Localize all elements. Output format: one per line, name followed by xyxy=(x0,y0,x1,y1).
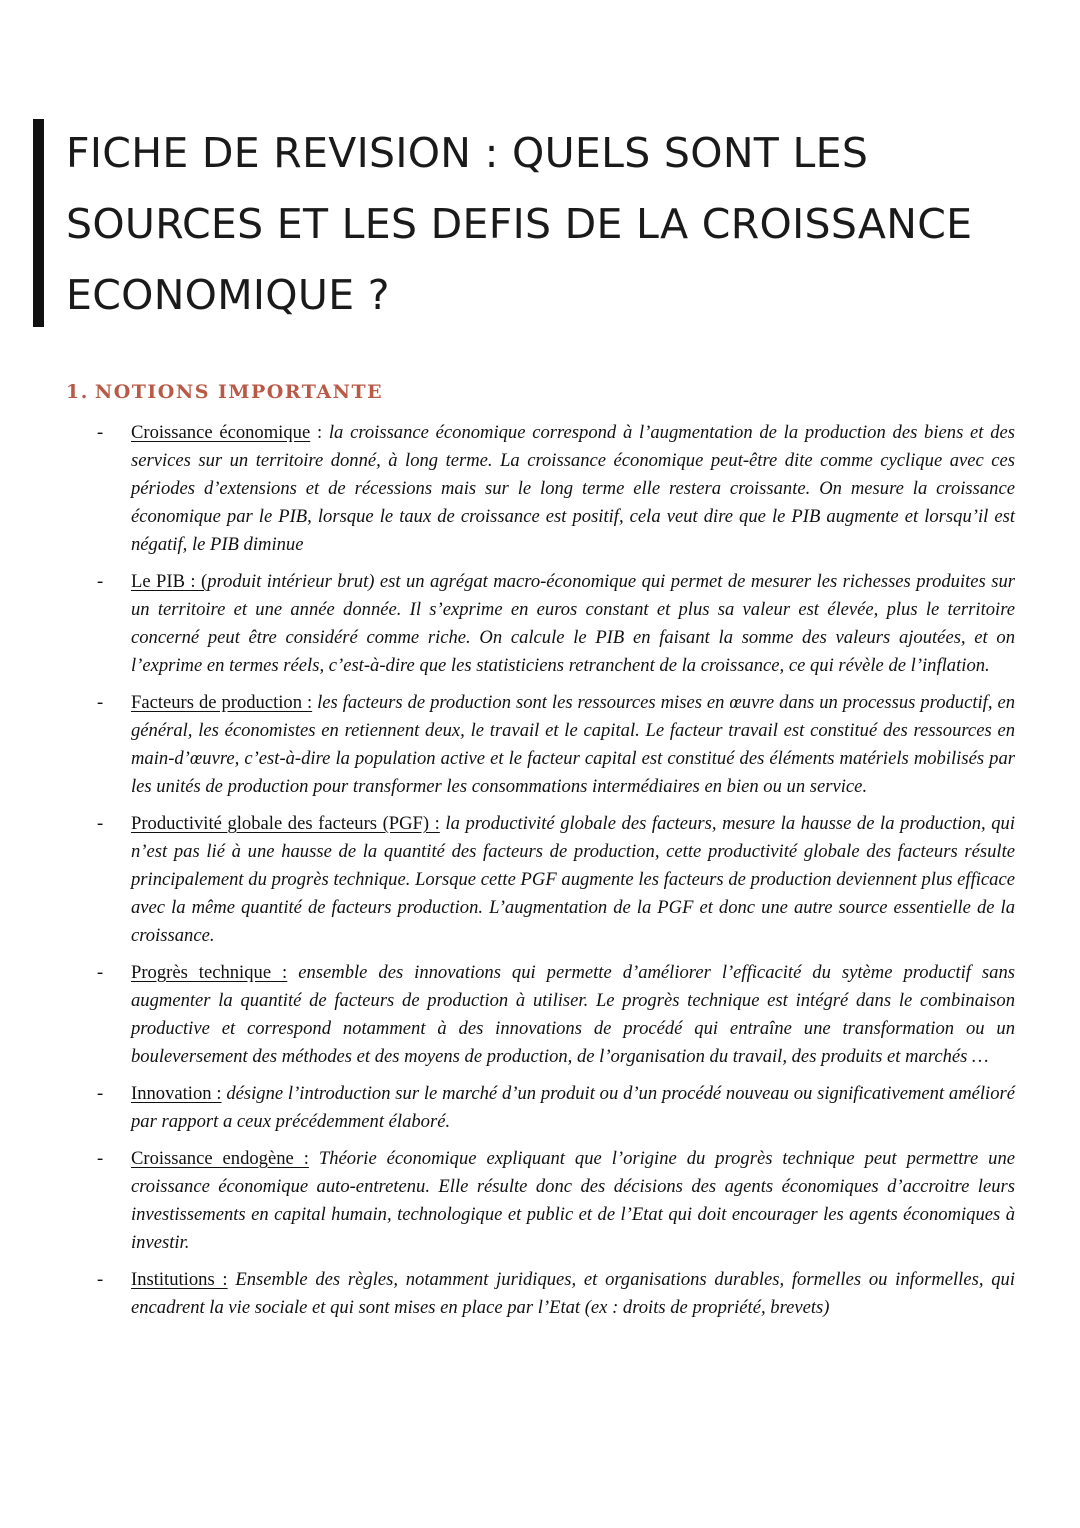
bullet-dash: - xyxy=(97,1148,104,1169)
definition-item-institutions xyxy=(97,1266,1015,1322)
definition-item-pib xyxy=(97,568,1015,680)
definition-item-innovation xyxy=(97,1080,1015,1136)
definition-item-croissance-economique: - Croissance économique : la croissance économique correspond à l’augmentation de la production des biens et des services sur un territoire donné, à long terme. La croissance économique peut-être dite comme cyclique avec ces périodes d’extensions et de récessions mais sur le long terme elle restera croissante. On mesure la croissance économique par le PIB, lorsque le taux de croissance est positif, cela veut dire que le PIB augmente et lorsqu’il est négatif, le PIB diminue xyxy=(97,419,1015,559)
definition: la croissance économique correspond à l’augmentation de la production des biens et des services sur un territoire donné, à long terme. La croissance économique peut-être dite comme cyclique avec ces périodes d’extensions et de récessions mais sur le long terme elle restera croissante. On mesure la croissance économique par le PIB, lorsque le taux de croissance est positif, cela veut dire que le PIB augmente et lorsqu’il est négatif, le PIB diminue xyxy=(131,422,1015,555)
definition-item-croissance-endogene xyxy=(97,1145,1015,1257)
definition-item-pgf xyxy=(97,810,1015,950)
definition: Théorie économique expliquant que l’origine du progrès technique peut permettre une croissance économique auto-entretenu. Elle résulte donc des décisions des agents économiques d’accroitre leurs investissements en capital humain, technologique et public et de l’Etat qui doit encourager les agents économiques à investir. xyxy=(131,1148,1015,1253)
definitions-list xyxy=(97,419,1015,1331)
definition: désigne l’introduction sur le marché d’un produit ou d’un procédé nouveau ou significativement amélioré par rapport a ceux précédemment élaboré. xyxy=(131,1083,1016,1132)
section-number: 1. xyxy=(66,381,89,403)
bullet-dash: - xyxy=(97,1269,104,1290)
definition-item-facteurs-de-production xyxy=(97,689,1015,801)
definition-item-progres-technique xyxy=(97,959,1015,1071)
definition: Ensemble des règles, notamment juridiques, et organisations durables, formelles ou informelles, qui encadrent la vie sociale et qui sont mises en place par l’Etat (ex : droits de propriété, brevets) xyxy=(131,1269,1015,1318)
term: Le PIB : ( xyxy=(131,571,208,592)
term: Innovation : xyxy=(131,1083,222,1104)
bullet-dash: - xyxy=(97,1083,104,1104)
term: Croissance économique xyxy=(131,422,311,443)
definition: la productivité globale des facteurs, mesure la hausse de la production, qui n’est pas lié à une hausse de la quantité des facteurs de production, cette productivité globale des facteurs résulte principalement du progrès technique. Lorsque cette PGF augmente les facteurs de production deviennent plus efficace avec la même quantité de facteurs production. L’augmentation de la PGF et donc une autre source essentielle de la croissance. xyxy=(131,813,1015,946)
term: Institutions : xyxy=(131,1269,228,1290)
definition: ensemble des innovations qui permette d’améliorer l’efficacité du sytème productif sans augmenter la quantité de facteurs de production à utiliser. Le progrès technique est intégré dans le combinaison productive et correspond notamment à des innovations de procédé qui entraîne une transformation ou un bouleversement des méthodes et des moyens de production, de l’organisation du travail, des produits et marchés … xyxy=(131,962,1015,1067)
bullet-dash: - xyxy=(97,571,104,592)
definition: produit intérieur brut) est un agrégat macro-économique qui permet de mesurer les richesses produites sur un territoire et une année donnée. Il s’exprime en euros constant et plus sa valeur est élevée, plus le territoire concerné peut être considéré comme riche. On calcule le PIB en faisant la somme des valeurs ajoutées, et on l’exprime en termes réels, c’est-à-dire que les statisticiens retranchent de la croissance, ce qui révèle de l’inflation. xyxy=(131,571,1015,676)
section-heading xyxy=(66,381,383,403)
term: Croissance endogène : xyxy=(131,1148,309,1169)
definition: les facteurs de production sont les ressources mises en œuvre dans un processus productif, en général, les économistes en retiennent deux, le travail et le capital. Le facteur travail est constitué des ressources en main-d’œuvre, c’est-à-dire la population active et le facteur capital est constitué des éléments matériels mobilisés par les unités de production pour transformer les consommations intermédiaires en bien ou un service. xyxy=(131,692,1015,797)
page-title: FICHE DE REVISION : QUELS SONT LES SOURCES ET LES DEFIS DE LA CROISSANCE ECONOMIQUE ? xyxy=(66,129,973,319)
section-heading-text: NOTIONS IMPORTANTE xyxy=(94,381,384,403)
bullet-dash: - xyxy=(97,692,104,713)
title-accent-bar xyxy=(33,119,44,327)
bullet-dash: - xyxy=(97,962,104,983)
term: Progrès technique : xyxy=(131,962,288,983)
term: Productivité globale des facteurs (PGF) : xyxy=(131,813,440,834)
term: Facteurs de production : xyxy=(131,692,313,713)
bullet-dash: - xyxy=(97,813,104,834)
bullet-dash: - xyxy=(97,422,104,443)
